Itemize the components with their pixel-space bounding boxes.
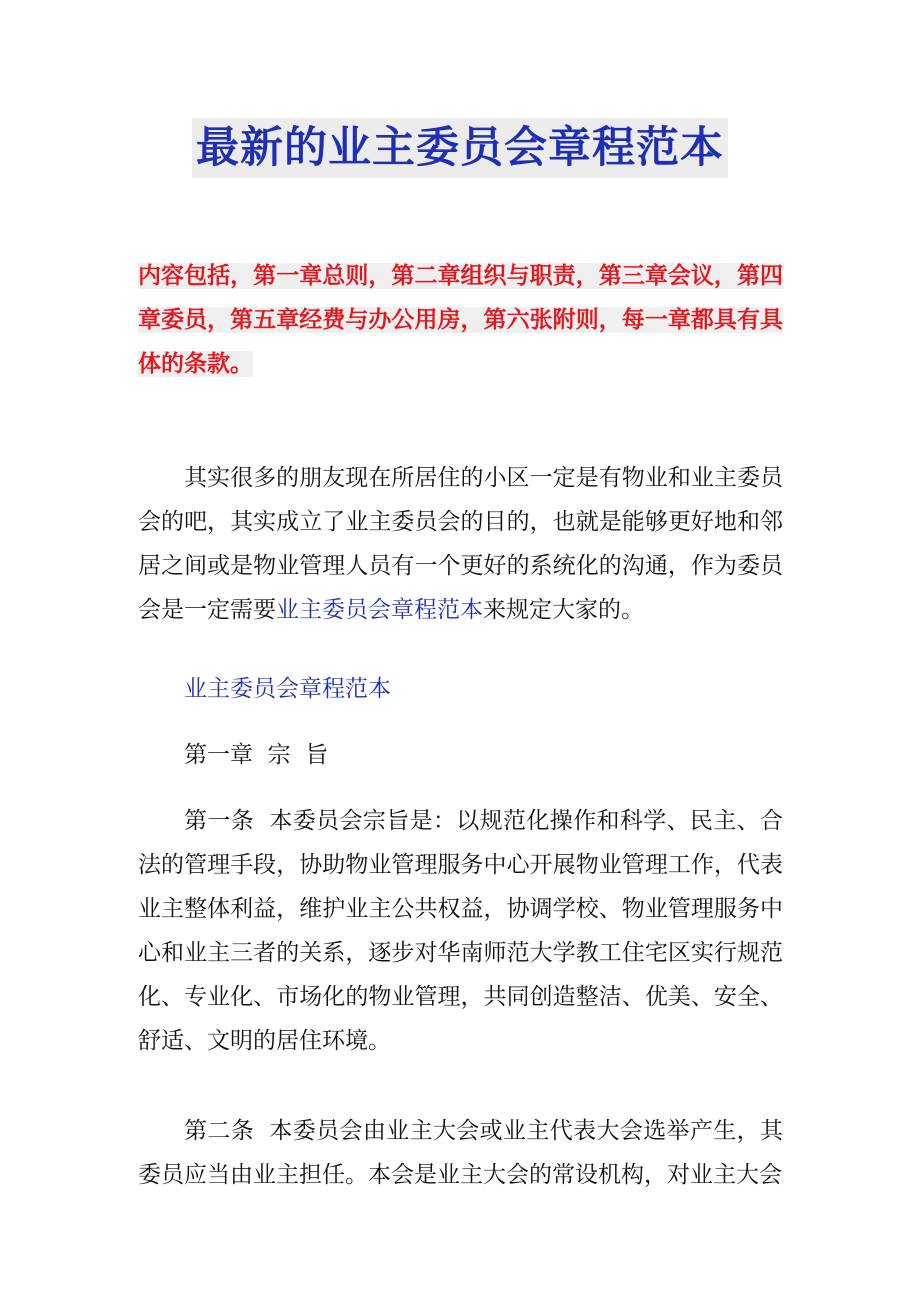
page-title: 最新的业主委员会章程范本 (192, 118, 728, 178)
summary-paragraph (138, 254, 783, 386)
article-2: 第二条 本委员会由业主大会或业主代表大会选举产生，其委员应当由业主担任。本会是业主大会的常设机构，对业主大会 (138, 1118, 783, 1188)
template-link[interactable]: 业主委员会章程范本 (276, 597, 483, 623)
section-heading[interactable]: 业主委员会章程范本 (184, 676, 391, 702)
intro-paragraph (138, 456, 783, 632)
article-1: 第一条 本委员会宗旨是：以规范化操作和科学、民主、合法的管理手段，协助物业管理服务中心开展物业管理工作，代表业主整体利益，维护业主公共权益，协调学校、物业管理服务中心和业主三者的关系，逐步对华南师范大学教工住宅区实行规范化、专业化、市场化的物业管理，共同创造整洁、优美、安全、舒适、文明的居住环境。 (138, 808, 783, 1054)
intro-text-before: 其实很多的朋友现在所居住的小区一定是有物业和业主委员会的吧，其实成立了业主委员会的目的，也就是能够更好地和邻居之间或是物业管理人员有一个更好的系统化的沟通，作为委员会是一定需要 (138, 465, 783, 623)
chapter-heading: 第一章 宗 旨 (184, 742, 329, 768)
summary-text: 内容包括，第一章总则，第二章组织与职责，第三章会议，第四章委员，第五章经费与办公用房，第六张附则，每一章都具有具体的条款。 (138, 263, 783, 377)
title-container (0, 118, 920, 178)
intro-text-after: 来规定大家的。 (483, 597, 644, 623)
